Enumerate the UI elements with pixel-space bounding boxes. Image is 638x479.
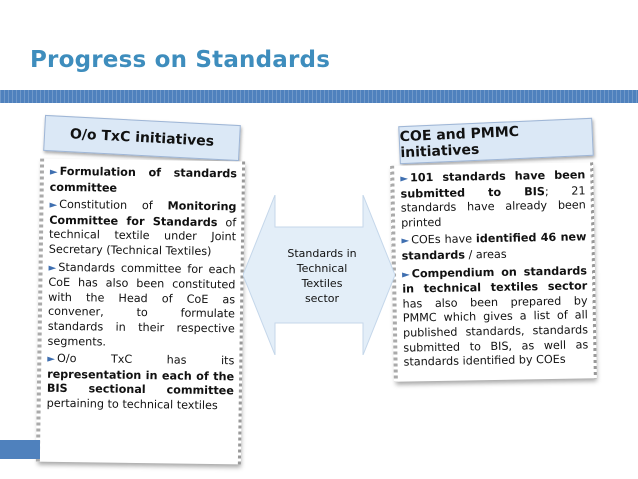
footer-accent-stripe [0, 440, 40, 459]
left-initiatives-card [36, 159, 243, 465]
right-section-header: COE and PMMC initiatives [398, 118, 593, 164]
bullet-arrow-icon: ► [49, 199, 58, 212]
left-item-4: ► O/o TxC has its representation in each of the BIS sectional committee pertaining to technical textiles [46, 351, 235, 413]
right-item-1: ► 101 standards have been submitted to BIS; 21 standards have already been printed [400, 168, 586, 230]
bullet-arrow-icon: ► [401, 235, 410, 247]
right-item-3: ► Compendium on standards in technical textiles sector has also been prepared by PMMC which gives a list of all published standards, standards submitted to BIS, as well as standards identified by COEs [401, 263, 589, 369]
header-divider-bar [0, 90, 638, 103]
bullet-arrow-icon: ► [48, 262, 57, 274]
bullet-arrow-icon: ► [47, 353, 56, 365]
bullet-arrow-icon: ► [401, 269, 410, 281]
left-item-2: ► Constitution of Monitoring Committee for Standards of technical textile under Joint Secretary (Technical Textiles) [48, 198, 237, 258]
right-initiatives-card [390, 162, 595, 381]
left-item-1: ► Formulation of standards committee [49, 164, 238, 195]
arrow-label-line-4: sector [304, 292, 340, 305]
left-item-3: ► Standards committee for each CoE has also been constituted with the Head of CoE as convener, to formulate standards in their respective segments. [47, 260, 236, 349]
arrow-label-line-3: Textiles [301, 277, 343, 290]
bullet-arrow-icon: ► [49, 166, 58, 178]
left-section-header: O/o TxC initiatives [43, 115, 241, 161]
arrow-label [283, 246, 361, 306]
right-item-2: ► COEs have identified 46 new standards / areas [401, 230, 587, 263]
bullet-arrow-icon: ► [400, 173, 409, 185]
slide-title: Progress on Standards [30, 47, 331, 73]
arrow-label-line-1: Standards in [287, 247, 357, 260]
arrow-label-line-2: Technical [296, 262, 348, 275]
